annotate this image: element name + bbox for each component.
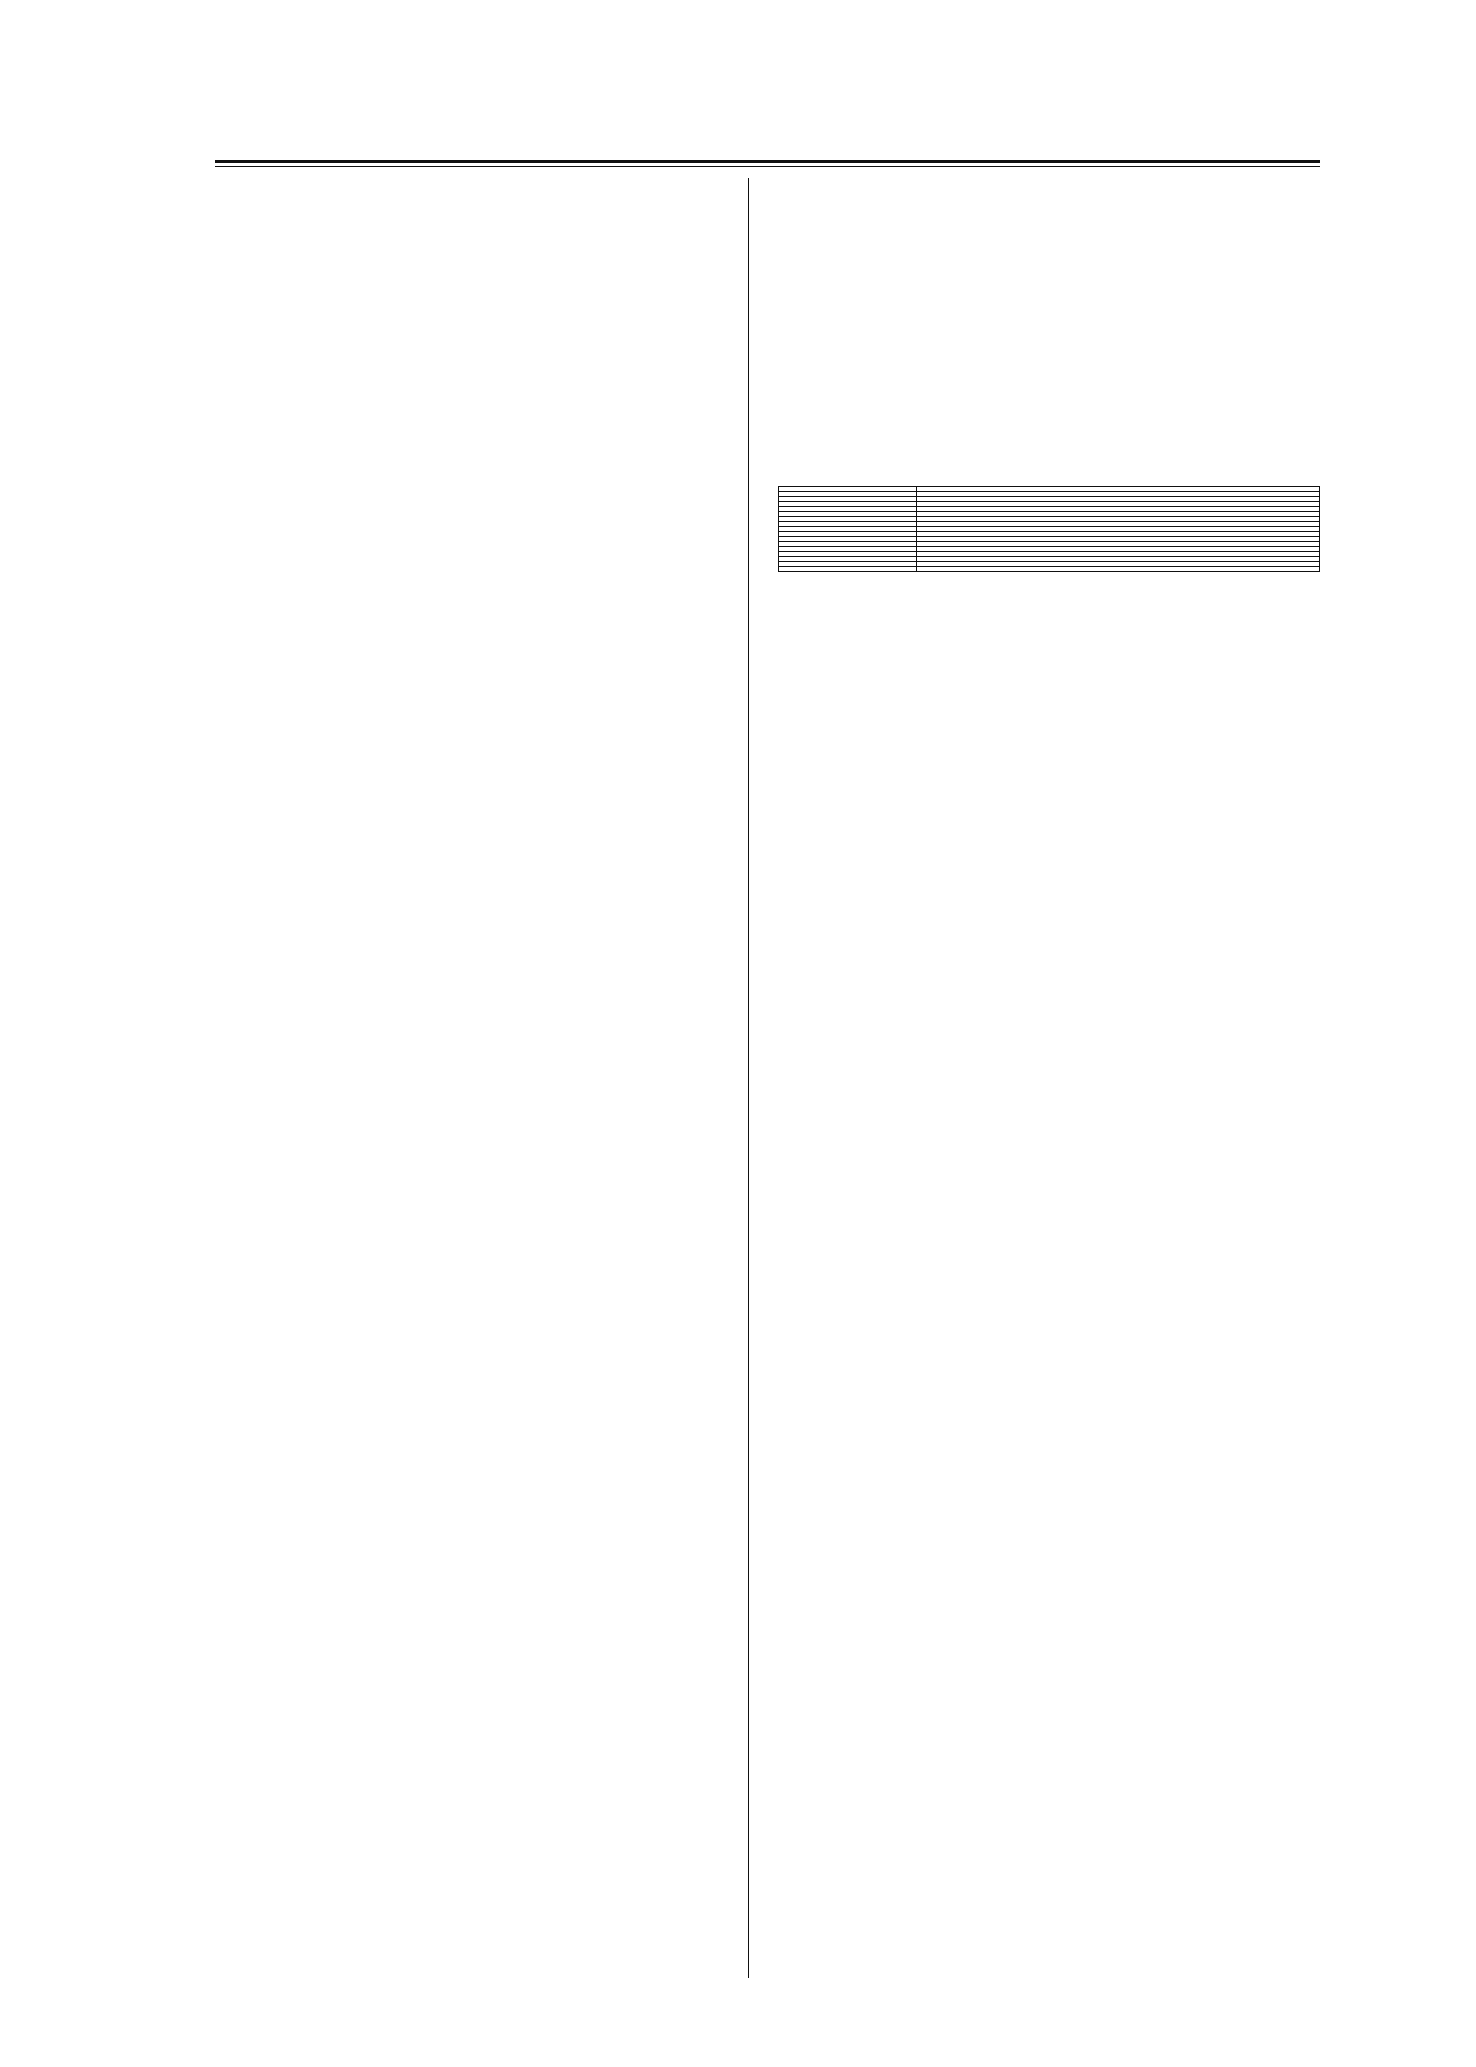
paragraph (778, 230, 1320, 280)
paragraph (778, 180, 1320, 230)
entity-cell (779, 567, 917, 572)
left-column (195, 180, 721, 1280)
table-row (779, 567, 1320, 572)
paragraph (195, 980, 721, 1030)
duties-table (778, 486, 1320, 572)
column-divider (748, 178, 749, 1978)
signature-line (195, 1080, 721, 1130)
paragraph (195, 430, 721, 480)
right-column (778, 180, 1320, 880)
signature-line (195, 1030, 721, 1080)
paragraph (778, 780, 1320, 830)
paragraph (195, 730, 721, 780)
tasks-cell (917, 567, 1320, 572)
paragraph (195, 630, 721, 680)
paragraph (195, 230, 721, 280)
paragraph (778, 380, 1320, 430)
paragraph (195, 580, 721, 630)
paragraph (778, 830, 1320, 880)
paragraph (195, 780, 721, 830)
paragraph (778, 280, 1320, 330)
paragraph (778, 330, 1320, 380)
header-rule-thin (215, 166, 1320, 167)
paragraph (195, 180, 721, 230)
paragraph (195, 380, 721, 430)
paragraph (195, 280, 721, 330)
paragraph (778, 430, 1320, 480)
paragraph (195, 680, 721, 730)
signature-line (195, 1130, 721, 1180)
paragraph (195, 330, 721, 380)
issued-line (195, 1180, 721, 1230)
issued-line (195, 1230, 721, 1280)
paragraph (778, 580, 1320, 630)
paragraph (778, 680, 1320, 730)
paragraph (778, 630, 1320, 680)
paragraph (195, 480, 721, 530)
paragraph (195, 930, 721, 980)
paragraph (195, 830, 721, 880)
paragraph (778, 730, 1320, 780)
paragraph (195, 880, 721, 930)
running-header (215, 118, 1320, 158)
paragraph (195, 530, 721, 580)
header-rule-thick (215, 160, 1320, 163)
